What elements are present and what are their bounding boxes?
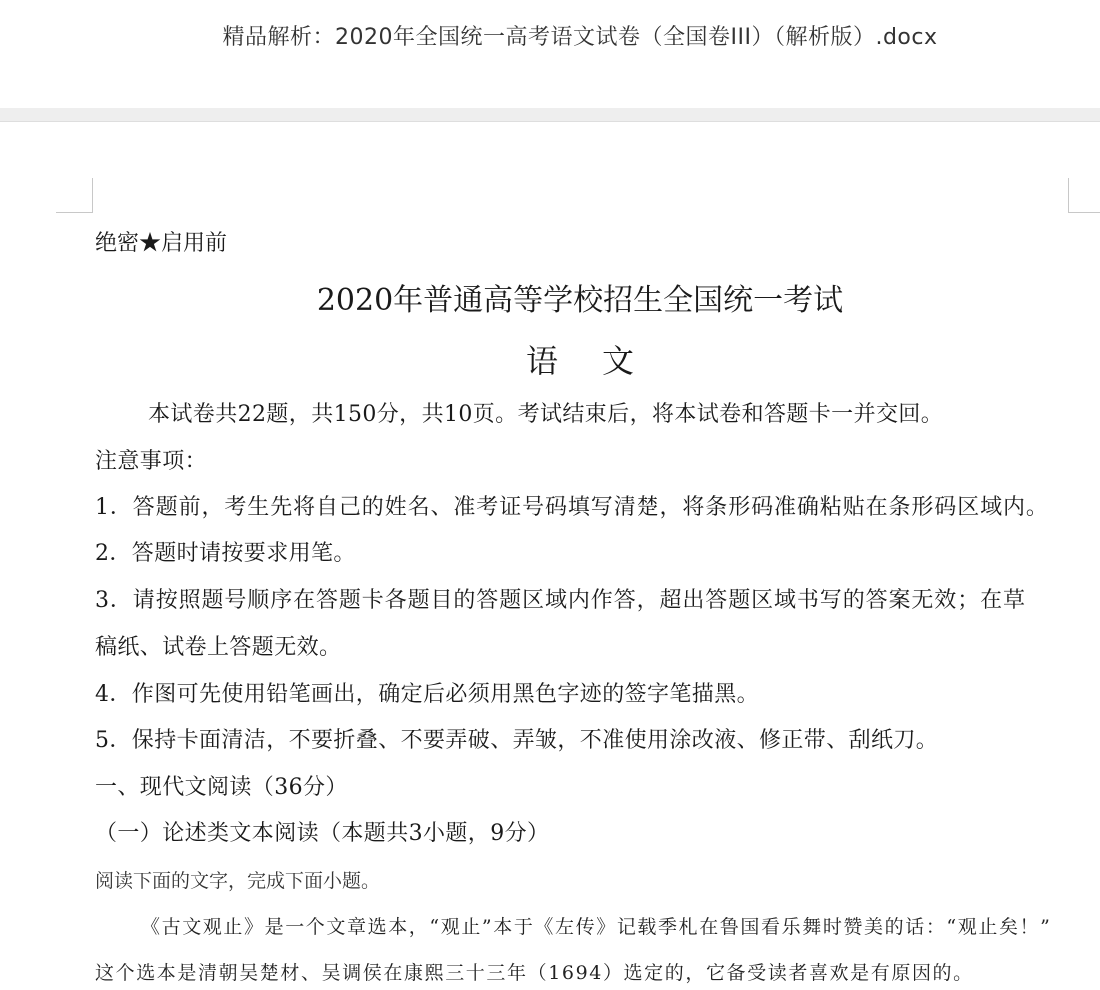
intro-paragraph: 本试卷共22题，共150分，共10页。考试结束后，将本试卷和答题卡一并交回。 — [148, 402, 944, 427]
passage-line-2: 这个选本是清朝吴楚材、吴调侯在康熙三十三年（1694）选定的，它备受读者喜欢是有原因的。 — [95, 962, 974, 984]
subsection-heading: （一）论述类文本阅读（本题共3小题，9分） — [95, 821, 550, 846]
notice-item-3: 3．请按照题号顺序在答题卡各题目的答题区域内作答，超出答题区域书写的答案无效；在草 — [95, 588, 1026, 613]
toolbar-divider — [0, 108, 1100, 122]
window-titlebar — [0, 0, 1100, 108]
reading-instruction: 阅读下面的文字，完成下面小题。 — [95, 870, 381, 892]
notice-item-1: 1．答题前，考生先将自己的姓名、准考证号码填写清楚，将条形码准确粘贴在条形码区域内。 — [95, 495, 1049, 520]
document-title: 精品解析：2020年全国统一高考语文试卷（全国卷III）（解析版）.docx — [222, 25, 938, 50]
notice-heading: 注意事项： — [95, 449, 208, 474]
subject-title: 语文 — [525, 342, 678, 380]
page-corner-mark-right — [1068, 178, 1100, 213]
notice-item-3-continued: 稿纸、试卷上答题无效。 — [95, 635, 342, 660]
passage-line-1: 《古文观止》是一个文章选本，“观止”本于《左传》记载季札在鲁国看乐舞时赞美的话：“观止矣！” — [141, 916, 1052, 938]
exam-title: 2020年普通高等学校招生全国统一考试 — [316, 283, 844, 318]
document-page — [0, 122, 1100, 990]
notice-item-2: 2．答题时请按要求用笔。 — [95, 541, 356, 566]
notice-item-5: 5．保持卡面清洁，不要折叠、不要弄破、弄皱，不准使用涂改液、修正带、刮纸刀。 — [95, 728, 939, 753]
page-corner-mark-left — [56, 178, 93, 213]
secret-mark: 绝密★启用前 — [95, 231, 228, 256]
section-heading: 一、现代文阅读（36分） — [95, 775, 348, 800]
notice-item-4: 4．作图可先使用铅笔画出，确定后必须用黑色字迹的签字笔描黑。 — [95, 682, 759, 707]
